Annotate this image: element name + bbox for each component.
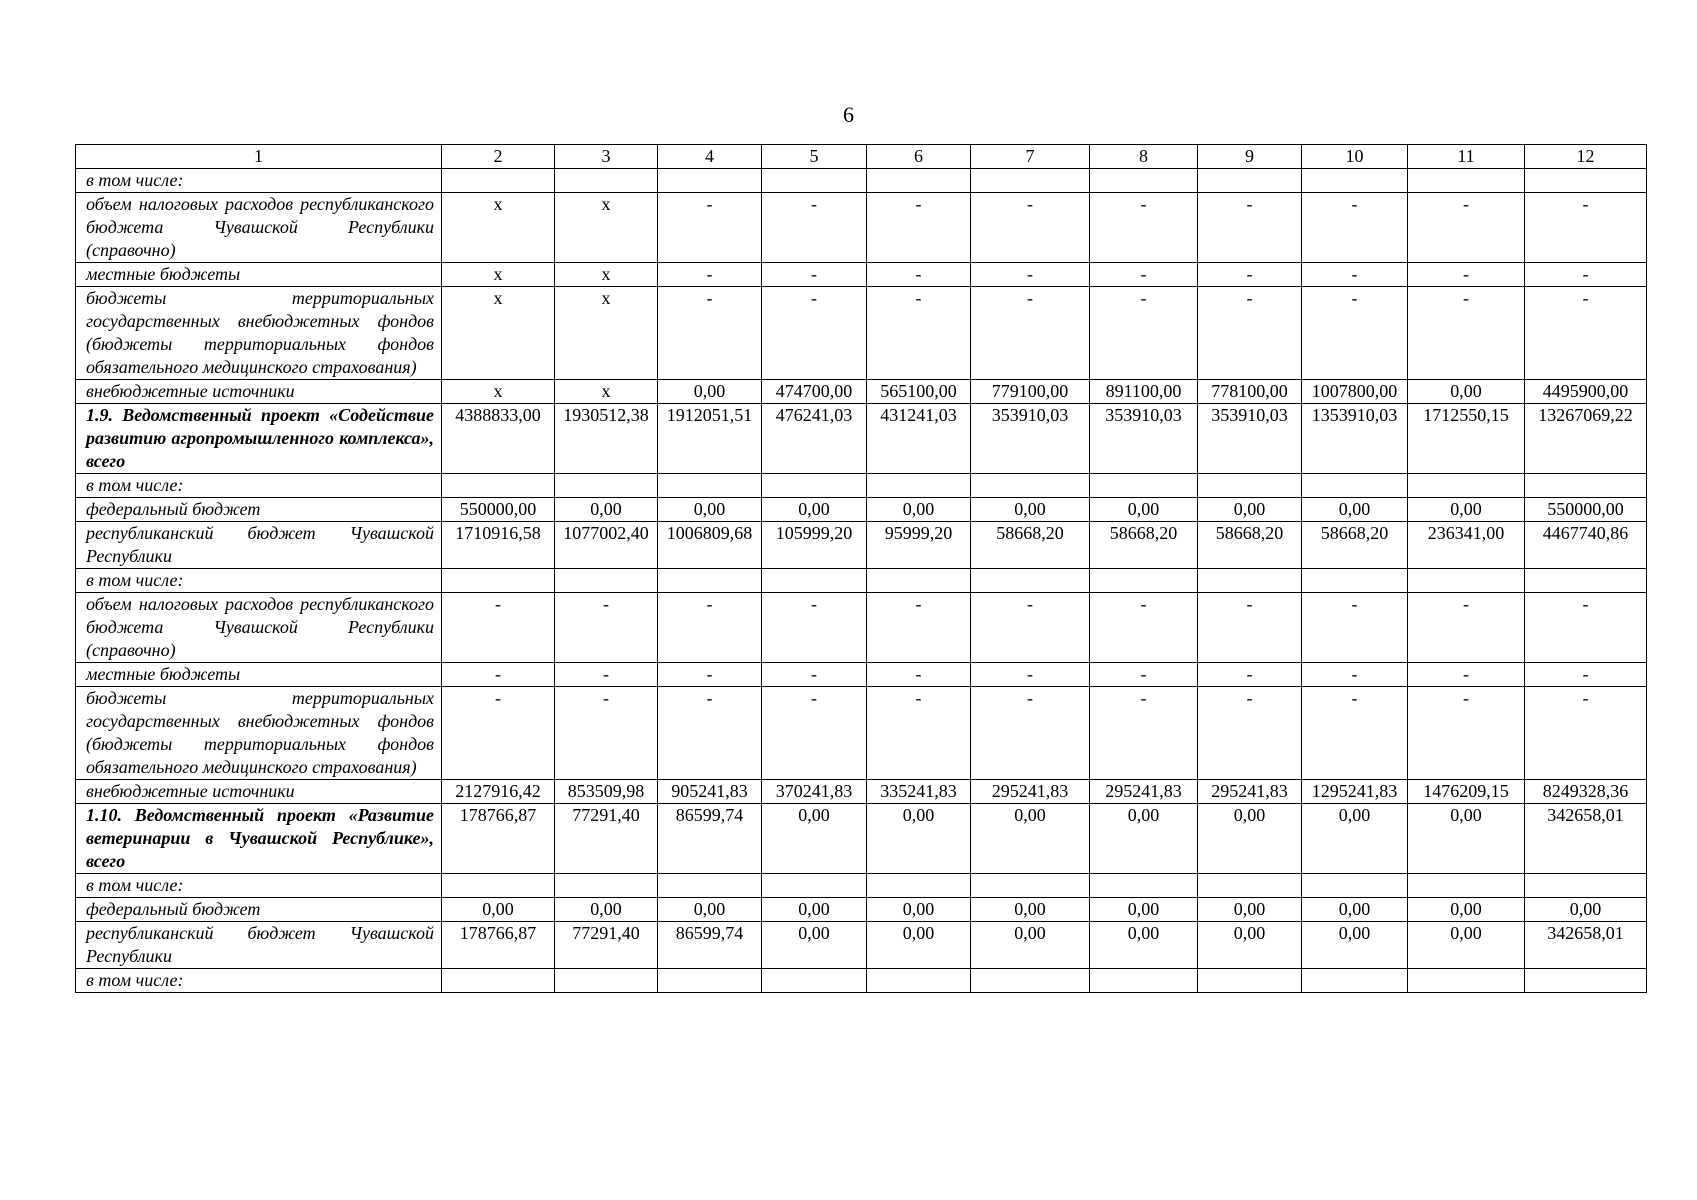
value-cell: - xyxy=(867,663,971,687)
value-cell: - xyxy=(1302,687,1408,780)
value-cell: 0,00 xyxy=(555,898,658,922)
value-cell: 905241,83 xyxy=(658,780,762,804)
value-cell xyxy=(1408,874,1525,898)
value-cell: 95999,20 xyxy=(867,522,971,569)
value-cell: 0,00 xyxy=(867,922,971,969)
value-cell: 0,00 xyxy=(1302,804,1408,874)
value-cell: - xyxy=(971,687,1090,780)
value-cell: 550000,00 xyxy=(1525,498,1647,522)
value-cell: 295241,83 xyxy=(1198,780,1302,804)
value-cell: - xyxy=(867,687,971,780)
value-cell: - xyxy=(1525,663,1647,687)
row-label: в том числе: xyxy=(76,969,442,993)
value-cell: - xyxy=(1198,593,1302,663)
value-cell: - xyxy=(1525,193,1647,263)
value-cell: x xyxy=(555,287,658,380)
value-cell: x xyxy=(555,263,658,287)
value-cell xyxy=(971,169,1090,193)
value-cell: - xyxy=(1408,287,1525,380)
value-cell xyxy=(1525,874,1647,898)
value-cell: - xyxy=(762,193,867,263)
row-label: местные бюджеты xyxy=(76,263,442,287)
column-number-header: 2 xyxy=(442,145,555,169)
value-cell: 0,00 xyxy=(1198,498,1302,522)
value-cell: 0,00 xyxy=(867,804,971,874)
value-cell: 474700,00 xyxy=(762,380,867,404)
value-cell xyxy=(971,874,1090,898)
column-number-header: 4 xyxy=(658,145,762,169)
value-cell: 0,00 xyxy=(658,898,762,922)
value-cell: - xyxy=(658,193,762,263)
value-cell xyxy=(1525,169,1647,193)
value-cell xyxy=(442,569,555,593)
value-cell: - xyxy=(658,687,762,780)
value-cell: - xyxy=(658,663,762,687)
value-cell: 295241,83 xyxy=(1090,780,1198,804)
value-cell: - xyxy=(762,593,867,663)
column-number-header-row xyxy=(76,145,1647,169)
value-cell: - xyxy=(1198,263,1302,287)
value-cell: 58668,20 xyxy=(971,522,1090,569)
value-cell xyxy=(658,569,762,593)
value-cell: - xyxy=(1198,663,1302,687)
value-cell: - xyxy=(971,263,1090,287)
value-cell: - xyxy=(762,687,867,780)
value-cell: - xyxy=(1302,663,1408,687)
value-cell: 565100,00 xyxy=(867,380,971,404)
row-label: 1.10. Ведомственный проект «Развитие ветеринарии в Чувашской Республике», всего xyxy=(76,804,442,874)
value-cell: - xyxy=(971,593,1090,663)
value-cell: - xyxy=(867,193,971,263)
value-cell: - xyxy=(1408,687,1525,780)
value-cell xyxy=(658,169,762,193)
value-cell: - xyxy=(867,287,971,380)
value-cell xyxy=(1525,969,1647,993)
budget-row xyxy=(76,474,1647,498)
value-cell: 0,00 xyxy=(1408,804,1525,874)
row-label: республиканский бюджет Чувашской Республики xyxy=(76,922,442,969)
value-cell: 1476209,15 xyxy=(1408,780,1525,804)
value-cell: 4467740,86 xyxy=(1525,522,1647,569)
value-cell: 1007800,00 xyxy=(1302,380,1408,404)
value-cell xyxy=(867,474,971,498)
row-label: объем налоговых расходов республиканского бюджета Чувашской Республики (справочно) xyxy=(76,593,442,663)
value-cell: - xyxy=(1198,193,1302,263)
column-number-header: 7 xyxy=(971,145,1090,169)
value-cell xyxy=(971,474,1090,498)
value-cell: - xyxy=(1198,287,1302,380)
budget-row xyxy=(76,569,1647,593)
value-cell: 0,00 xyxy=(555,498,658,522)
budget-row xyxy=(76,287,1647,380)
value-cell: 778100,00 xyxy=(1198,380,1302,404)
row-label: республиканский бюджет Чувашской Республики xyxy=(76,522,442,569)
row-label: внебюджетные источники xyxy=(76,380,442,404)
budget-table xyxy=(75,144,1647,993)
value-cell xyxy=(1302,169,1408,193)
budget-row xyxy=(76,922,1647,969)
value-cell: 353910,03 xyxy=(971,404,1090,474)
value-cell xyxy=(1408,569,1525,593)
value-cell xyxy=(1090,969,1198,993)
row-label: федеральный бюджет xyxy=(76,898,442,922)
value-cell xyxy=(1198,474,1302,498)
value-cell xyxy=(867,969,971,993)
value-cell xyxy=(442,474,555,498)
value-cell: - xyxy=(971,193,1090,263)
value-cell: 853509,98 xyxy=(555,780,658,804)
value-cell: 0,00 xyxy=(1408,498,1525,522)
value-cell: - xyxy=(442,663,555,687)
budget-row xyxy=(76,593,1647,663)
column-number-header: 11 xyxy=(1408,145,1525,169)
row-label: 1.9. Ведомственный проект «Содействие развитию агропромышленного комплекса», всего xyxy=(76,404,442,474)
value-cell: x xyxy=(442,263,555,287)
value-cell: 1077002,40 xyxy=(555,522,658,569)
value-cell: - xyxy=(1090,663,1198,687)
value-cell xyxy=(867,569,971,593)
value-cell xyxy=(442,969,555,993)
row-label: объем налоговых расходов республиканского бюджета Чувашской Республики (справочно) xyxy=(76,193,442,263)
value-cell xyxy=(1525,569,1647,593)
budget-row xyxy=(76,874,1647,898)
column-number-header: 1 xyxy=(76,145,442,169)
column-number-header: 6 xyxy=(867,145,971,169)
budget-row xyxy=(76,522,1647,569)
value-cell: x xyxy=(442,193,555,263)
value-cell: - xyxy=(442,593,555,663)
value-cell: 1006809,68 xyxy=(658,522,762,569)
value-cell: - xyxy=(442,687,555,780)
value-cell: 13267069,22 xyxy=(1525,404,1647,474)
value-cell: 295241,83 xyxy=(971,780,1090,804)
column-number-header: 5 xyxy=(762,145,867,169)
value-cell: - xyxy=(1090,287,1198,380)
budget-row xyxy=(76,687,1647,780)
value-cell: - xyxy=(1408,193,1525,263)
value-cell xyxy=(1525,474,1647,498)
value-cell xyxy=(1198,969,1302,993)
value-cell: 779100,00 xyxy=(971,380,1090,404)
value-cell: x xyxy=(442,287,555,380)
value-cell: 0,00 xyxy=(1525,898,1647,922)
value-cell: 178766,87 xyxy=(442,804,555,874)
value-cell: - xyxy=(658,263,762,287)
row-label: в том числе: xyxy=(76,169,442,193)
value-cell xyxy=(762,874,867,898)
value-cell: - xyxy=(1408,593,1525,663)
budget-row xyxy=(76,780,1647,804)
value-cell xyxy=(1408,969,1525,993)
value-cell: - xyxy=(971,287,1090,380)
value-cell: 105999,20 xyxy=(762,522,867,569)
value-cell xyxy=(555,969,658,993)
value-cell: 0,00 xyxy=(1302,898,1408,922)
value-cell: 0,00 xyxy=(762,898,867,922)
value-cell: 77291,40 xyxy=(555,922,658,969)
budget-row xyxy=(76,898,1647,922)
value-cell xyxy=(1198,569,1302,593)
value-cell: 178766,87 xyxy=(442,922,555,969)
value-cell: 0,00 xyxy=(1198,804,1302,874)
column-number-header: 10 xyxy=(1302,145,1408,169)
value-cell xyxy=(1302,874,1408,898)
value-cell: 58668,20 xyxy=(1198,522,1302,569)
value-cell: 0,00 xyxy=(658,380,762,404)
budget-row xyxy=(76,169,1647,193)
value-cell: 1295241,83 xyxy=(1302,780,1408,804)
value-cell: 550000,00 xyxy=(442,498,555,522)
value-cell: 58668,20 xyxy=(1302,522,1408,569)
value-cell: 1353910,03 xyxy=(1302,404,1408,474)
value-cell: 0,00 xyxy=(762,922,867,969)
value-cell xyxy=(442,874,555,898)
column-number-header: 12 xyxy=(1525,145,1647,169)
value-cell: - xyxy=(1408,663,1525,687)
value-cell xyxy=(1408,474,1525,498)
value-cell xyxy=(1090,874,1198,898)
row-label: в том числе: xyxy=(76,874,442,898)
column-number-header: 3 xyxy=(555,145,658,169)
value-cell: - xyxy=(1408,263,1525,287)
value-cell: 8249328,36 xyxy=(1525,780,1647,804)
value-cell: 4388833,00 xyxy=(442,404,555,474)
value-cell xyxy=(1302,969,1408,993)
column-number-header: 8 xyxy=(1090,145,1198,169)
value-cell: - xyxy=(762,287,867,380)
value-cell: 0,00 xyxy=(867,898,971,922)
value-cell: - xyxy=(555,663,658,687)
value-cell: 1710916,58 xyxy=(442,522,555,569)
value-cell: 342658,01 xyxy=(1525,922,1647,969)
value-cell xyxy=(1302,474,1408,498)
value-cell xyxy=(1090,569,1198,593)
value-cell: 0,00 xyxy=(1090,804,1198,874)
value-cell: - xyxy=(867,593,971,663)
value-cell: 0,00 xyxy=(971,804,1090,874)
value-cell: - xyxy=(1525,287,1647,380)
value-cell: 0,00 xyxy=(1408,898,1525,922)
budget-row xyxy=(76,663,1647,687)
row-label: бюджеты территориальных государственных внебюджетных фондов (бюджеты территориальных фондов обязательного медицинского страхования) xyxy=(76,687,442,780)
budget-row xyxy=(76,193,1647,263)
value-cell xyxy=(555,169,658,193)
row-label: федеральный бюджет xyxy=(76,498,442,522)
value-cell xyxy=(555,874,658,898)
value-cell: 236341,00 xyxy=(1408,522,1525,569)
value-cell xyxy=(762,169,867,193)
value-cell: 0,00 xyxy=(971,898,1090,922)
budget-row xyxy=(76,263,1647,287)
value-cell xyxy=(762,474,867,498)
value-cell: 0,00 xyxy=(1198,898,1302,922)
value-cell: - xyxy=(1090,263,1198,287)
value-cell: 1912051,51 xyxy=(658,404,762,474)
column-number-header: 9 xyxy=(1198,145,1302,169)
value-cell: 1930512,38 xyxy=(555,404,658,474)
value-cell: 0,00 xyxy=(762,804,867,874)
value-cell: - xyxy=(1302,593,1408,663)
value-cell: 353910,03 xyxy=(1198,404,1302,474)
value-cell: - xyxy=(1090,687,1198,780)
value-cell: 0,00 xyxy=(971,498,1090,522)
value-cell: 86599,74 xyxy=(658,804,762,874)
value-cell xyxy=(1302,569,1408,593)
value-cell xyxy=(762,569,867,593)
row-label: местные бюджеты xyxy=(76,663,442,687)
value-cell: - xyxy=(555,593,658,663)
row-label: в том числе: xyxy=(76,474,442,498)
value-cell: 86599,74 xyxy=(658,922,762,969)
value-cell xyxy=(1090,474,1198,498)
value-cell: - xyxy=(1302,193,1408,263)
value-cell: - xyxy=(658,287,762,380)
value-cell: 335241,83 xyxy=(867,780,971,804)
value-cell: - xyxy=(1090,593,1198,663)
value-cell: - xyxy=(867,263,971,287)
budget-row xyxy=(76,498,1647,522)
value-cell xyxy=(658,969,762,993)
row-label: бюджеты территориальных государственных внебюджетных фондов (бюджеты территориальных фондов обязательного медицинского страхования) xyxy=(76,287,442,380)
value-cell xyxy=(1198,874,1302,898)
value-cell xyxy=(971,569,1090,593)
value-cell: 891100,00 xyxy=(1090,380,1198,404)
value-cell: 370241,83 xyxy=(762,780,867,804)
value-cell xyxy=(762,969,867,993)
value-cell: - xyxy=(971,663,1090,687)
value-cell: 0,00 xyxy=(1408,922,1525,969)
value-cell xyxy=(971,969,1090,993)
value-cell: 0,00 xyxy=(1198,922,1302,969)
value-cell: 58668,20 xyxy=(1090,522,1198,569)
value-cell: 0,00 xyxy=(971,922,1090,969)
value-cell: x xyxy=(555,193,658,263)
value-cell: - xyxy=(1198,687,1302,780)
value-cell xyxy=(1090,169,1198,193)
value-cell: 0,00 xyxy=(1302,498,1408,522)
value-cell: - xyxy=(1090,193,1198,263)
value-cell: 353910,03 xyxy=(1090,404,1198,474)
value-cell: 0,00 xyxy=(658,498,762,522)
value-cell: 4495900,00 xyxy=(1525,380,1647,404)
value-cell xyxy=(1408,169,1525,193)
value-cell xyxy=(658,874,762,898)
value-cell: 431241,03 xyxy=(867,404,971,474)
value-cell: 0,00 xyxy=(1090,498,1198,522)
value-cell xyxy=(658,474,762,498)
page-number: 6 xyxy=(843,102,854,127)
project-total-row xyxy=(76,404,1647,474)
value-cell: 77291,40 xyxy=(555,804,658,874)
value-cell: 0,00 xyxy=(1090,922,1198,969)
value-cell xyxy=(867,874,971,898)
value-cell xyxy=(555,474,658,498)
value-cell: - xyxy=(1525,687,1647,780)
value-cell: 0,00 xyxy=(442,898,555,922)
value-cell: - xyxy=(1525,263,1647,287)
value-cell: x xyxy=(442,380,555,404)
value-cell: - xyxy=(1302,263,1408,287)
value-cell: - xyxy=(555,687,658,780)
budget-row xyxy=(76,969,1647,993)
value-cell: 0,00 xyxy=(1302,922,1408,969)
value-cell: 0,00 xyxy=(1408,380,1525,404)
row-label: внебюджетные источники xyxy=(76,780,442,804)
value-cell: - xyxy=(1302,287,1408,380)
value-cell: - xyxy=(1525,593,1647,663)
value-cell: - xyxy=(762,263,867,287)
value-cell xyxy=(555,569,658,593)
value-cell: 0,00 xyxy=(1090,898,1198,922)
budget-row xyxy=(76,380,1647,404)
value-cell: 0,00 xyxy=(867,498,971,522)
value-cell: - xyxy=(658,593,762,663)
value-cell: 2127916,42 xyxy=(442,780,555,804)
value-cell xyxy=(442,169,555,193)
row-label: в том числе: xyxy=(76,569,442,593)
value-cell: - xyxy=(762,663,867,687)
value-cell xyxy=(867,169,971,193)
value-cell xyxy=(1198,169,1302,193)
project-total-row xyxy=(76,804,1647,874)
value-cell: x xyxy=(555,380,658,404)
value-cell: 476241,03 xyxy=(762,404,867,474)
value-cell: 0,00 xyxy=(762,498,867,522)
value-cell: 342658,01 xyxy=(1525,804,1647,874)
value-cell: 1712550,15 xyxy=(1408,404,1525,474)
